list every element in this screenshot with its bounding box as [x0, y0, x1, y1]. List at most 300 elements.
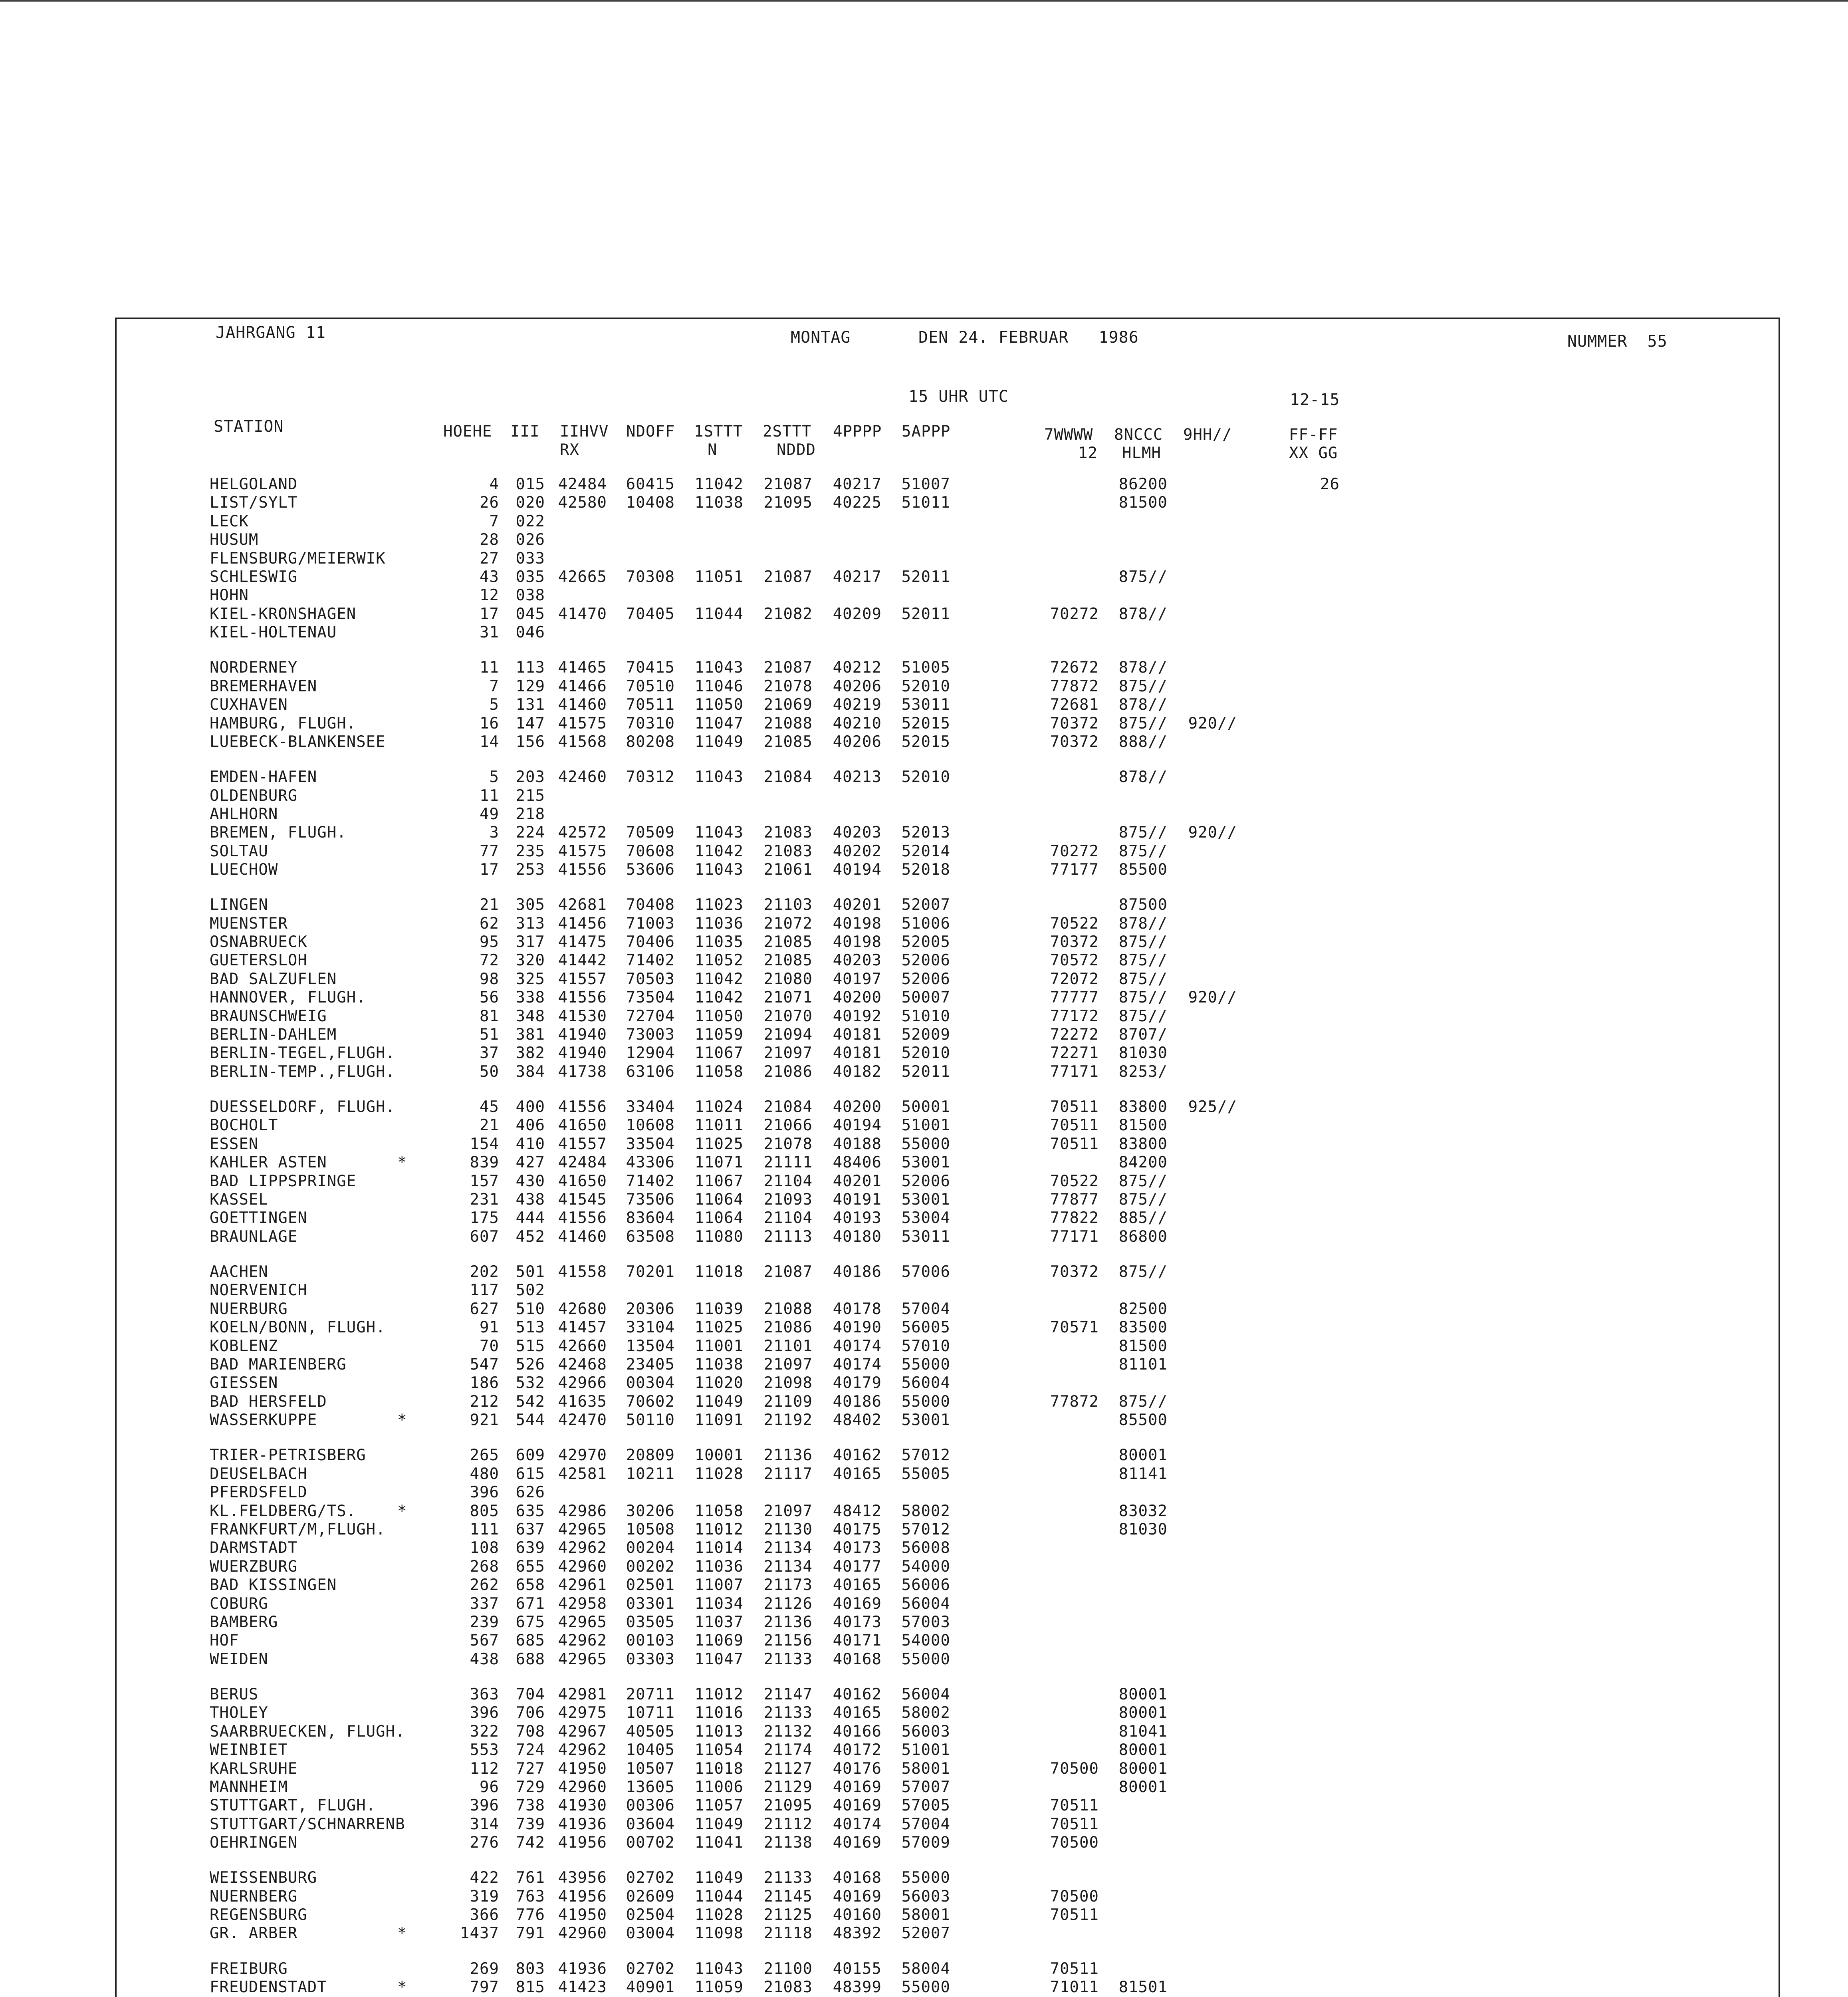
- group-1sttt: 11058: [694, 1063, 744, 1081]
- group-8nccc: 84200: [1118, 1153, 1168, 1171]
- station-name: HAMBURG, FLUGH.: [210, 715, 357, 732]
- table-row: [0, 1502, 1848, 1521]
- group-4pppp: 40169: [833, 1834, 882, 1852]
- date-label: DEN 24. FEBRUAR 1986: [918, 328, 1139, 347]
- station-height: 70: [480, 1337, 499, 1355]
- table-row: [0, 1044, 1848, 1062]
- group-1sttt: 11052: [694, 951, 744, 969]
- group-iihvv: 41557: [558, 1135, 607, 1153]
- table-row: [0, 1191, 1848, 1209]
- group-ndoff: 00304: [626, 1374, 675, 1392]
- table-row: [0, 1300, 1848, 1318]
- group-8nccc: 83032: [1118, 1502, 1168, 1520]
- station-name: KIEL-KRONSHAGEN: [210, 605, 357, 623]
- station-name: HANNOVER, FLUGH.: [210, 989, 366, 1006]
- station-index: 615: [516, 1465, 545, 1483]
- group-2sttt: 21136: [763, 1446, 813, 1464]
- station-index: 791: [516, 1924, 545, 1942]
- group-2sttt: 21130: [763, 1521, 813, 1538]
- group-8nccc: 875//: [1118, 989, 1168, 1006]
- table-row: [0, 1098, 1848, 1116]
- group-7wwww: 70572: [1050, 951, 1099, 969]
- group-2sttt: 21087: [763, 1263, 813, 1281]
- group-ndoff: 70312: [626, 768, 675, 786]
- table-row: [0, 989, 1848, 1007]
- table-row: [0, 677, 1848, 696]
- group-7wwww: 70522: [1050, 915, 1099, 933]
- station-name: SAARBRUECKEN, FLUGH.: [210, 1723, 405, 1741]
- group-4pppp: 40174: [833, 1815, 882, 1833]
- group-ndoff: 73003: [626, 1026, 675, 1044]
- station-index: 129: [516, 677, 545, 695]
- station-height: 363: [470, 1685, 499, 1703]
- group-1sttt: 11043: [694, 824, 744, 842]
- group-ndoff: 02501: [626, 1576, 675, 1594]
- group-2sttt: 21134: [763, 1539, 813, 1557]
- table-row: [0, 1741, 1848, 1759]
- group-4pppp: 40200: [833, 989, 882, 1006]
- table-row: [0, 970, 1848, 989]
- group-iihvv: 41956: [558, 1888, 607, 1906]
- col-8nccc: 8NCCC: [1114, 426, 1163, 444]
- group-ndoff: 50110: [626, 1411, 675, 1429]
- station-height: 239: [470, 1613, 499, 1631]
- group-ndoff: 13605: [626, 1778, 675, 1796]
- station-height: 16: [480, 715, 499, 732]
- group-iihvv: 41568: [558, 733, 607, 751]
- station-index: 685: [516, 1632, 545, 1650]
- group-2sttt: 21087: [763, 659, 813, 677]
- table-row: [0, 568, 1848, 586]
- group-2sttt: 21095: [763, 1797, 813, 1814]
- station-index: 727: [516, 1760, 545, 1778]
- col-9hh: 9HH//: [1183, 426, 1232, 444]
- group-7wwww: 70511: [1050, 1960, 1099, 1978]
- station-height: 50: [480, 1063, 499, 1081]
- station-name: MANNHEIM: [210, 1778, 288, 1796]
- group-2sttt: 21173: [763, 1576, 813, 1594]
- station-height: 17: [480, 861, 499, 879]
- group-5appp: 52013: [901, 824, 950, 842]
- group-1sttt: 11057: [694, 1797, 744, 1814]
- group-ff: 26: [1320, 475, 1340, 493]
- group-1sttt: 11058: [694, 1502, 744, 1520]
- col-2sttt-sub: NDDD: [777, 441, 816, 459]
- group-5appp: 51010: [901, 1007, 950, 1025]
- table-row: [0, 696, 1848, 714]
- group-ndoff: 33504: [626, 1135, 675, 1153]
- group-7wwww: 72072: [1050, 970, 1099, 988]
- col-1sttt: 1STTT: [694, 423, 743, 441]
- group-5appp: 55000: [901, 1356, 950, 1374]
- group-4pppp: 48406: [833, 1153, 882, 1171]
- group-1sttt: 11059: [694, 1026, 744, 1044]
- group-1sttt: 11028: [694, 1465, 744, 1483]
- station-index: 724: [516, 1741, 545, 1759]
- group-2sttt: 21087: [763, 475, 813, 493]
- group-iihvv: 41460: [558, 696, 607, 714]
- group-8nccc: 83800: [1118, 1135, 1168, 1153]
- group-7wwww: 72271: [1050, 1044, 1099, 1062]
- table-row: [0, 1888, 1848, 1906]
- group-5appp: 56004: [901, 1685, 950, 1703]
- group-4pppp: 40162: [833, 1446, 882, 1464]
- station-index: 706: [516, 1704, 545, 1722]
- group-iihvv: 41466: [558, 677, 607, 695]
- group-4pppp: 40174: [833, 1356, 882, 1374]
- group-2sttt: 21088: [763, 1300, 813, 1318]
- table-row: [0, 1613, 1848, 1632]
- group-4pppp: 40174: [833, 1337, 882, 1355]
- station-height: 262: [470, 1576, 499, 1594]
- group-8nccc: 875//: [1118, 1393, 1168, 1411]
- station-index: 513: [516, 1318, 545, 1336]
- group-1sttt: 11046: [694, 677, 744, 695]
- station-name: BREMEN, FLUGH.: [210, 824, 347, 842]
- group-2sttt: 21126: [763, 1595, 813, 1613]
- group-ndoff: 70308: [626, 568, 675, 586]
- group-4pppp: 40202: [833, 842, 882, 860]
- station-name: KASSEL: [210, 1191, 268, 1209]
- station-name: WUERZBURG: [210, 1558, 298, 1576]
- station-height: 108: [470, 1539, 499, 1557]
- station-height: 5: [489, 696, 499, 714]
- table-row: [0, 623, 1848, 642]
- group-4pppp: 40176: [833, 1760, 882, 1778]
- group-8nccc: 81101: [1118, 1356, 1168, 1374]
- group-iihvv: 42470: [558, 1411, 607, 1429]
- table-row: [0, 512, 1848, 531]
- group-ndoff: 70405: [626, 605, 675, 623]
- station-index: 381: [516, 1026, 545, 1044]
- group-2sttt: 21174: [763, 1741, 813, 1759]
- group-2sttt: 21098: [763, 1374, 813, 1392]
- group-5appp: 51001: [901, 1741, 950, 1759]
- group-2sttt: 21104: [763, 1172, 813, 1190]
- group-1sttt: 11025: [694, 1318, 744, 1336]
- station-index: 815: [516, 1978, 545, 1996]
- group-iihvv: 42572: [558, 824, 607, 842]
- group-iihvv: 41575: [558, 842, 607, 860]
- group-iihvv: 41950: [558, 1906, 607, 1924]
- station-index: 113: [516, 659, 545, 677]
- station-name: TRIER-PETRISBERG: [210, 1446, 366, 1464]
- group-1sttt: 11024: [694, 1098, 744, 1116]
- station-height: 154: [470, 1135, 499, 1153]
- group-iihvv: 42966: [558, 1374, 607, 1392]
- group-1sttt: 11038: [694, 494, 744, 512]
- station-name: CUXHAVEN: [210, 696, 288, 714]
- station-index: 438: [516, 1191, 545, 1209]
- station-height: 396: [470, 1797, 499, 1814]
- group-1sttt: 11049: [694, 733, 744, 751]
- group-4pppp: 40165: [833, 1576, 882, 1594]
- group-5appp: 53001: [901, 1153, 950, 1171]
- group-iihvv: 41940: [558, 1026, 607, 1044]
- group-5appp: 51001: [901, 1116, 950, 1134]
- station-height: 28: [480, 531, 499, 549]
- group-4pppp: 40217: [833, 568, 882, 586]
- group-ndoff: 10408: [626, 494, 675, 512]
- group-5appp: 56004: [901, 1374, 950, 1392]
- group-7wwww: 70511: [1050, 1906, 1099, 1924]
- group-4pppp: 40171: [833, 1632, 882, 1650]
- group-8nccc: 878//: [1118, 605, 1168, 623]
- table-row: [0, 1978, 1848, 1997]
- group-2sttt: 21088: [763, 715, 813, 732]
- group-ndoff: 03004: [626, 1924, 675, 1942]
- group-7wwww: 72272: [1050, 1026, 1099, 1044]
- station-name: HOF: [210, 1632, 239, 1650]
- mountain-station-marker: *: [397, 1924, 407, 1942]
- group-ndoff: 40505: [626, 1723, 675, 1741]
- station-name: KL.FELDBERG/TS.: [210, 1502, 357, 1520]
- group-4pppp: 40169: [833, 1595, 882, 1613]
- group-2sttt: 21083: [763, 824, 813, 842]
- group-2sttt: 21085: [763, 951, 813, 969]
- group-8nccc: 86800: [1118, 1228, 1168, 1246]
- group-1sttt: 11067: [694, 1172, 744, 1190]
- table-row: [0, 1595, 1848, 1613]
- station-height: 5: [489, 768, 499, 786]
- group-4pppp: 40193: [833, 1209, 882, 1227]
- station-index: 035: [516, 568, 545, 586]
- group-4pppp: 48392: [833, 1924, 882, 1942]
- group-5appp: 51005: [901, 659, 950, 677]
- group-4pppp: 40169: [833, 1888, 882, 1906]
- station-height: 27: [480, 550, 499, 568]
- table-row: [0, 1356, 1848, 1374]
- col-iii: III: [510, 423, 540, 441]
- station-height: 314: [470, 1815, 499, 1833]
- group-5appp: 52007: [901, 1924, 950, 1942]
- station-index: 147: [516, 715, 545, 732]
- station-name: BAD HERSFELD: [210, 1393, 327, 1411]
- station-name: KARLSRUHE: [210, 1760, 298, 1778]
- group-1sttt: 11043: [694, 861, 744, 879]
- group-7wwww: 77171: [1050, 1063, 1099, 1081]
- group-5appp: 52006: [901, 951, 950, 969]
- group-5appp: 50001: [901, 1098, 950, 1116]
- group-ndoff: 13504: [626, 1337, 675, 1355]
- station-name: FREIBURG: [210, 1960, 288, 1978]
- station-index: 738: [516, 1797, 545, 1814]
- table-row: [0, 1007, 1848, 1026]
- group-2sttt: 21112: [763, 1815, 813, 1833]
- group-ndoff: 33404: [626, 1098, 675, 1116]
- group-1sttt: 11067: [694, 1044, 744, 1062]
- group-iihvv: 41575: [558, 715, 607, 732]
- station-index: 532: [516, 1374, 545, 1392]
- group-2sttt: 21117: [763, 1465, 813, 1483]
- group-5appp: 51006: [901, 915, 950, 933]
- group-7wwww: 70500: [1050, 1760, 1099, 1778]
- group-5appp: 58002: [901, 1704, 950, 1722]
- group-2sttt: 21094: [763, 1026, 813, 1044]
- station-index: 338: [516, 989, 545, 1006]
- group-2sttt: 21097: [763, 1502, 813, 1520]
- page-top-rule: [0, 0, 1848, 2]
- station-index: 203: [516, 768, 545, 786]
- group-ndoff: 70201: [626, 1263, 675, 1281]
- station-name: GUETERSLOH: [210, 951, 307, 969]
- group-7wwww: 77822: [1050, 1209, 1099, 1227]
- station-name: WEIDEN: [210, 1650, 268, 1668]
- group-iihvv: 41556: [558, 861, 607, 879]
- group-4pppp: 40168: [833, 1869, 882, 1887]
- group-ndoff: 70509: [626, 824, 675, 842]
- group-2sttt: 21138: [763, 1834, 813, 1852]
- group-2sttt: 21133: [763, 1704, 813, 1722]
- station-height: 111: [470, 1521, 499, 1538]
- station-index: 444: [516, 1209, 545, 1227]
- group-7wwww: 70272: [1050, 842, 1099, 860]
- group-5appp: 52010: [901, 677, 950, 695]
- group-2sttt: 21103: [763, 896, 813, 914]
- table-row: [0, 550, 1848, 568]
- station-height: 322: [470, 1723, 499, 1741]
- station-index: 131: [516, 696, 545, 714]
- group-ndoff: 00702: [626, 1834, 675, 1852]
- station-name: LIST/SYLT: [210, 494, 298, 512]
- station-index: 515: [516, 1337, 545, 1355]
- station-name: WEINBIET: [210, 1741, 288, 1759]
- group-iihvv: 41556: [558, 1098, 607, 1116]
- group-8nccc: 81500: [1118, 494, 1168, 512]
- group-ndoff: 70510: [626, 677, 675, 695]
- mountain-station-marker: *: [397, 1502, 407, 1520]
- station-height: 276: [470, 1834, 499, 1852]
- group-4pppp: 40181: [833, 1044, 882, 1062]
- table-row: [0, 1632, 1848, 1650]
- table-row: [0, 1393, 1848, 1411]
- group-1sttt: 11006: [694, 1778, 744, 1796]
- table-row: [0, 1465, 1848, 1483]
- col-8nccc-sub: HLMH: [1122, 444, 1161, 462]
- weekday-label: MONTAG: [791, 328, 851, 347]
- station-index: 033: [516, 550, 545, 568]
- table-row: [0, 1558, 1848, 1576]
- group-1sttt: 11042: [694, 475, 744, 493]
- station-index: 526: [516, 1356, 545, 1374]
- group-5appp: 52011: [901, 1063, 950, 1081]
- group-7wwww: 77872: [1050, 1393, 1099, 1411]
- group-8nccc: 875//: [1118, 1191, 1168, 1209]
- group-5appp: 57005: [901, 1797, 950, 1814]
- table-row: [0, 1869, 1848, 1887]
- group-5appp: 52011: [901, 605, 950, 623]
- station-height: 26: [480, 494, 499, 512]
- station-name: OSNABRUECK: [210, 933, 307, 951]
- group-iihvv: 41936: [558, 1960, 607, 1978]
- group-8nccc: 878//: [1118, 768, 1168, 786]
- station-index: 382: [516, 1044, 545, 1062]
- station-name: MUENSTER: [210, 915, 288, 933]
- group-4pppp: 40168: [833, 1650, 882, 1668]
- station-height: 72: [480, 951, 499, 969]
- table-row: [0, 531, 1848, 549]
- group-1sttt: 11011: [694, 1116, 744, 1134]
- group-ndoff: 20711: [626, 1685, 675, 1703]
- station-index: 655: [516, 1558, 545, 1576]
- group-5appp: 57007: [901, 1778, 950, 1796]
- station-height: 422: [470, 1869, 499, 1887]
- table-row: [0, 824, 1848, 842]
- station-height: 337: [470, 1595, 499, 1613]
- station-name: STUTTGART/SCHNARRENB: [210, 1815, 405, 1833]
- group-5appp: 53001: [901, 1411, 950, 1429]
- group-8nccc: 83800: [1118, 1098, 1168, 1116]
- station-name: THOLEY: [210, 1704, 268, 1722]
- station-name: KAHLER ASTEN: [210, 1153, 327, 1171]
- group-8nccc: 80001: [1118, 1760, 1168, 1778]
- group-9hh: 920//: [1188, 715, 1237, 732]
- group-2sttt: 21080: [763, 970, 813, 988]
- group-iihvv: 41650: [558, 1116, 607, 1134]
- table-row: [0, 1374, 1848, 1392]
- station-name: NOERVENICH: [210, 1281, 307, 1299]
- station-index: 626: [516, 1483, 545, 1501]
- group-7wwww: 70511: [1050, 1135, 1099, 1153]
- group-9hh: 920//: [1188, 824, 1237, 842]
- group-iihvv: 42581: [558, 1465, 607, 1483]
- group-ndoff: 23405: [626, 1356, 675, 1374]
- group-ndoff: 03303: [626, 1650, 675, 1668]
- station-height: 112: [470, 1760, 499, 1778]
- group-5appp: 52007: [901, 896, 950, 914]
- group-5appp: 52009: [901, 1026, 950, 1044]
- col-7wwww-sub: 12: [1078, 444, 1098, 462]
- group-1sttt: 11012: [694, 1685, 744, 1703]
- group-iihvv: 42660: [558, 1337, 607, 1355]
- group-5appp: 56004: [901, 1595, 950, 1613]
- period-range: 12-15: [1290, 391, 1340, 409]
- group-ndoff: 30206: [626, 1502, 675, 1520]
- station-name: LUECHOW: [210, 861, 278, 879]
- group-7wwww: 77172: [1050, 1007, 1099, 1025]
- group-ndoff: 10507: [626, 1760, 675, 1778]
- station-index: 675: [516, 1613, 545, 1631]
- group-8nccc: 8707/: [1118, 1026, 1168, 1044]
- group-ndoff: 71402: [626, 951, 675, 969]
- group-2sttt: 21061: [763, 861, 813, 879]
- table-row: [0, 787, 1848, 805]
- table-row: [0, 1063, 1848, 1081]
- group-2sttt: 21071: [763, 989, 813, 1006]
- table-row: [0, 1318, 1848, 1337]
- group-4pppp: 40192: [833, 1007, 882, 1025]
- station-index: 384: [516, 1063, 545, 1081]
- group-iihvv: 42981: [558, 1685, 607, 1703]
- group-4pppp: 40194: [833, 861, 882, 879]
- station-height: 91: [480, 1318, 499, 1336]
- group-5appp: 55000: [901, 1869, 950, 1887]
- group-4pppp: 40206: [833, 677, 882, 695]
- group-1sttt: 11080: [694, 1228, 744, 1246]
- group-iihvv: 42484: [558, 475, 607, 493]
- group-5appp: 55000: [901, 1135, 950, 1153]
- station-name: HELGOLAND: [210, 475, 298, 493]
- group-1sttt: 11023: [694, 896, 744, 914]
- group-2sttt: 21084: [763, 768, 813, 786]
- station-height: 51: [480, 1026, 499, 1044]
- station-index: 452: [516, 1228, 545, 1246]
- station-height: 607: [470, 1228, 499, 1246]
- group-iihvv: 41545: [558, 1191, 607, 1209]
- group-4pppp: 40172: [833, 1741, 882, 1759]
- table-row: [0, 1281, 1848, 1300]
- group-8nccc: 875//: [1118, 824, 1168, 842]
